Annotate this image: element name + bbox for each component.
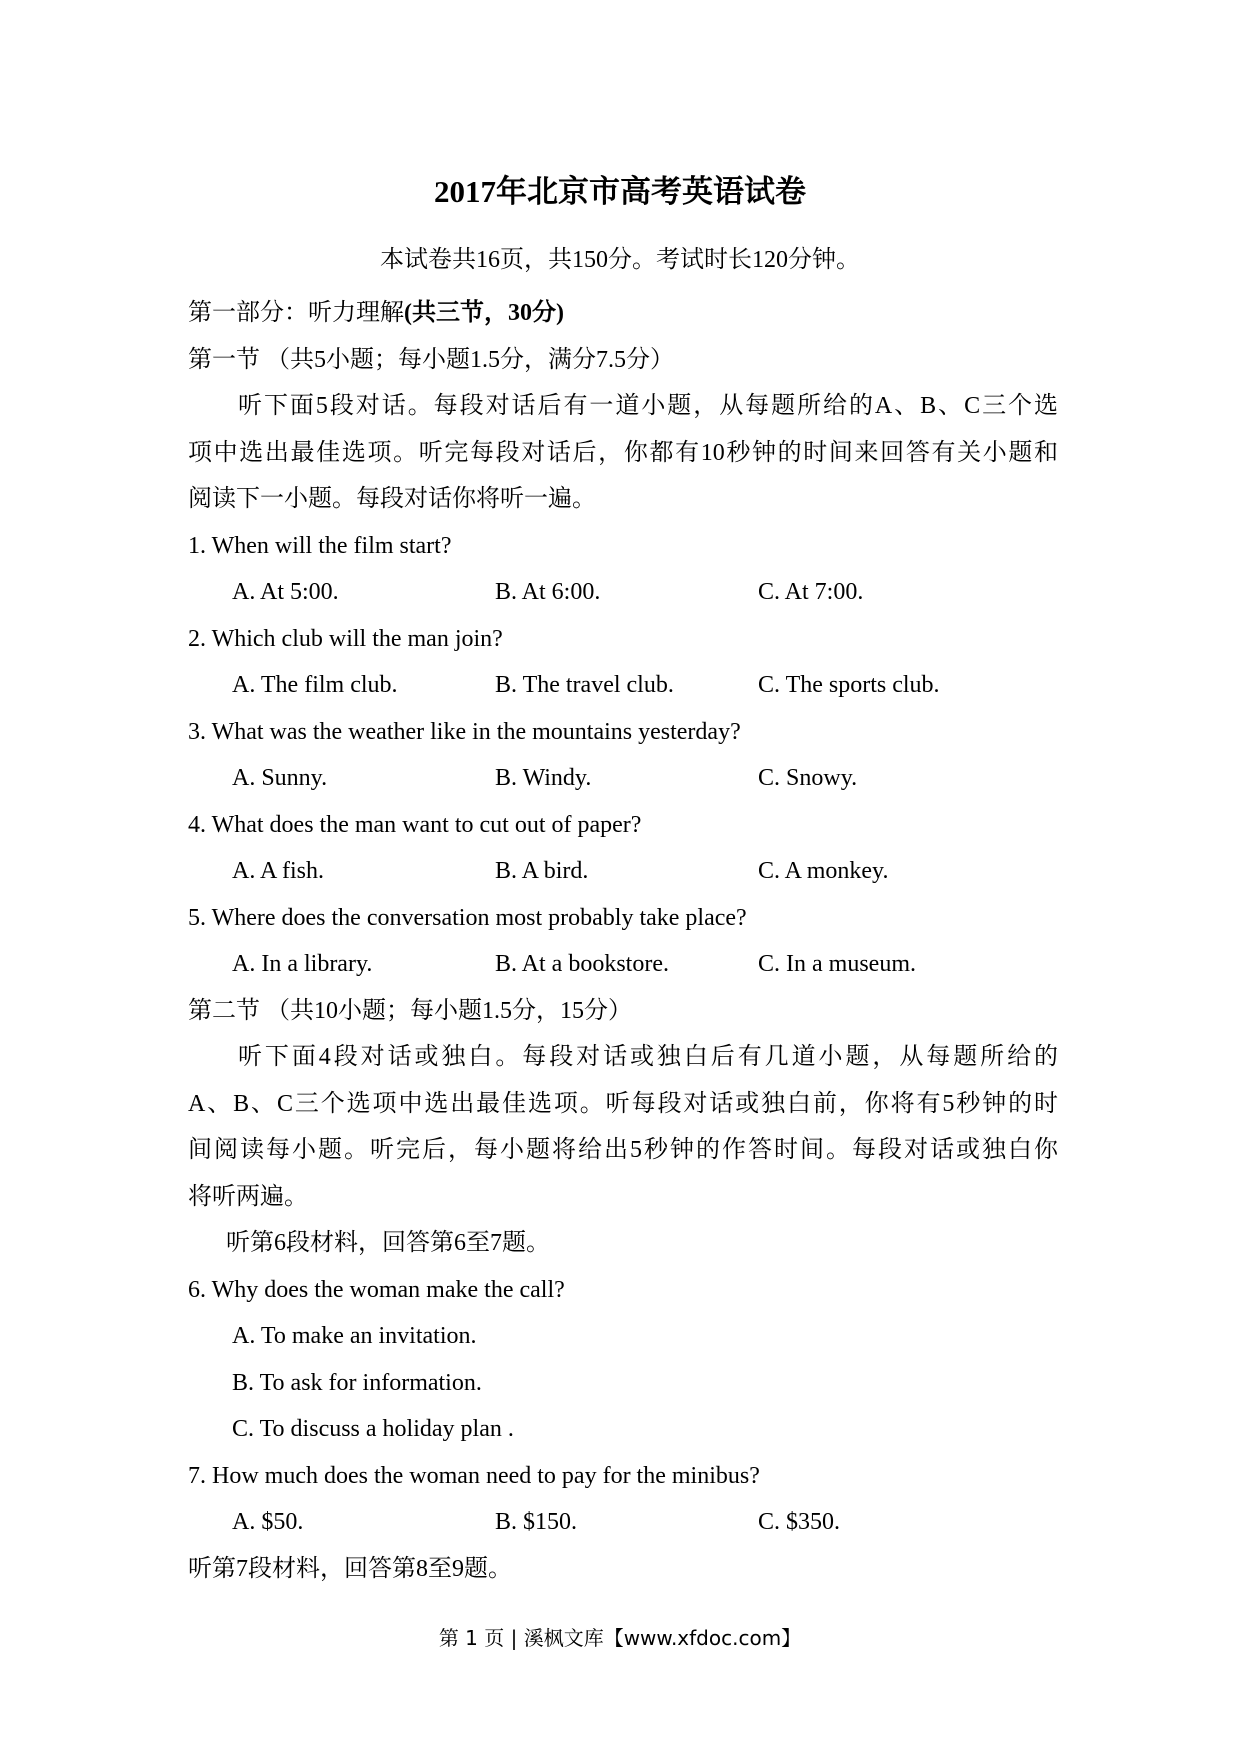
question-4: 4. What does the man want to cut out of paper?	[188, 811, 642, 838]
material-6-instruction: 听第6段材料，回答第6至7题。	[226, 1230, 550, 1256]
option-a: A. The film club.	[232, 672, 398, 698]
document-title: 2017年北京市高考英语试卷	[434, 174, 806, 209]
question-5: 5. Where does the conversation most probably take place?	[188, 904, 747, 931]
question-2: 2. Which club will the man join?	[188, 625, 503, 652]
option-a: A. $50.	[232, 1509, 304, 1535]
option-c: C. In a museum.	[758, 951, 916, 977]
option-b: B. A bird.	[495, 858, 589, 884]
document-subtitle: 本试卷共16页，共150分。考试时长120分钟。	[380, 247, 860, 273]
question-7: 7. How much does the woman need to pay for the minibus?	[188, 1462, 760, 1489]
option-c: C. $350.	[758, 1509, 841, 1535]
option-c: C. The sports club.	[758, 672, 940, 698]
option-b: B. Windy.	[495, 765, 592, 791]
section2-instruction-line: A、B、C三个选项中选出最佳选项。听每段对话或独白前，你将有5秒钟的时	[188, 1090, 1058, 1117]
question-2-options	[188, 662, 1058, 709]
question-1: 1. When will the film start?	[188, 532, 452, 559]
part1-heading	[188, 290, 1058, 337]
question-5-options	[188, 941, 1058, 988]
option-c: C. A monkey.	[758, 858, 889, 884]
question-1-options	[188, 569, 1058, 616]
section2-heading: 第二节 （共10小题；每小题1.5分，15分）	[188, 997, 632, 1024]
question-6-option-b: B. To ask for information.	[232, 1369, 482, 1396]
question-6: 6. Why does the woman make the call?	[188, 1276, 565, 1303]
option-b: B. At 6:00.	[495, 579, 601, 605]
option-c: C. At 7:00.	[758, 579, 864, 605]
question-7-options	[188, 1499, 1058, 1546]
question-6-option-a: A. To make an invitation.	[232, 1323, 477, 1349]
option-a: A. In a library.	[232, 951, 373, 977]
option-a: A. Sunny.	[232, 765, 328, 791]
question-6-option-c: C. To discuss a holiday plan .	[232, 1416, 514, 1442]
section2-instruction-line: 听下面4段对话或独白。每段对话或独白后有几道小题，从每题所给的	[238, 1044, 1058, 1070]
option-b: B. $150.	[495, 1509, 578, 1535]
section1-heading: 第一节 （共5小题；每小题1.5分，满分7.5分）	[188, 346, 674, 373]
option-a: A. A fish.	[232, 858, 325, 884]
question-4-options	[188, 848, 1058, 895]
option-c: C. Snowy.	[758, 765, 858, 791]
section2-instruction-line: 将听两遍。	[188, 1183, 308, 1210]
material-7-instruction: 听第7段材料，回答第8至9题。	[188, 1555, 512, 1582]
page-footer: 第 1 页 | 溪枫文库【www.xfdoc.com】	[438, 1626, 802, 1650]
part1-heading-score: (共三节，30分)	[404, 300, 564, 326]
section2-instruction-line: 间阅读每小题。听完后，每小题将给出5秒钟的作答时间。每段对话或独白你	[188, 1137, 1058, 1163]
option-b: B. The travel club.	[495, 672, 674, 698]
option-a: A. At 5:00.	[232, 579, 339, 605]
option-b: B. At a bookstore.	[495, 951, 669, 977]
exam-content	[188, 290, 1058, 1592]
question-3-options	[188, 755, 1058, 802]
question-3: 3. What was the weather like in the mountains yesterday?	[188, 718, 741, 745]
part1-heading-text: 第一部分：听力理解	[188, 300, 404, 326]
section1-instruction-line: 听下面5段对话。每段对话后有一道小题，从每题所给的A、B、C三个选	[238, 393, 1058, 419]
section1-instruction-line: 阅读下一小题。每段对话你将听一遍。	[188, 486, 596, 512]
section1-instruction-line: 项中选出最佳选项。听完每段对话后，你都有10秒钟的时间来回答有关小题和	[188, 439, 1058, 466]
